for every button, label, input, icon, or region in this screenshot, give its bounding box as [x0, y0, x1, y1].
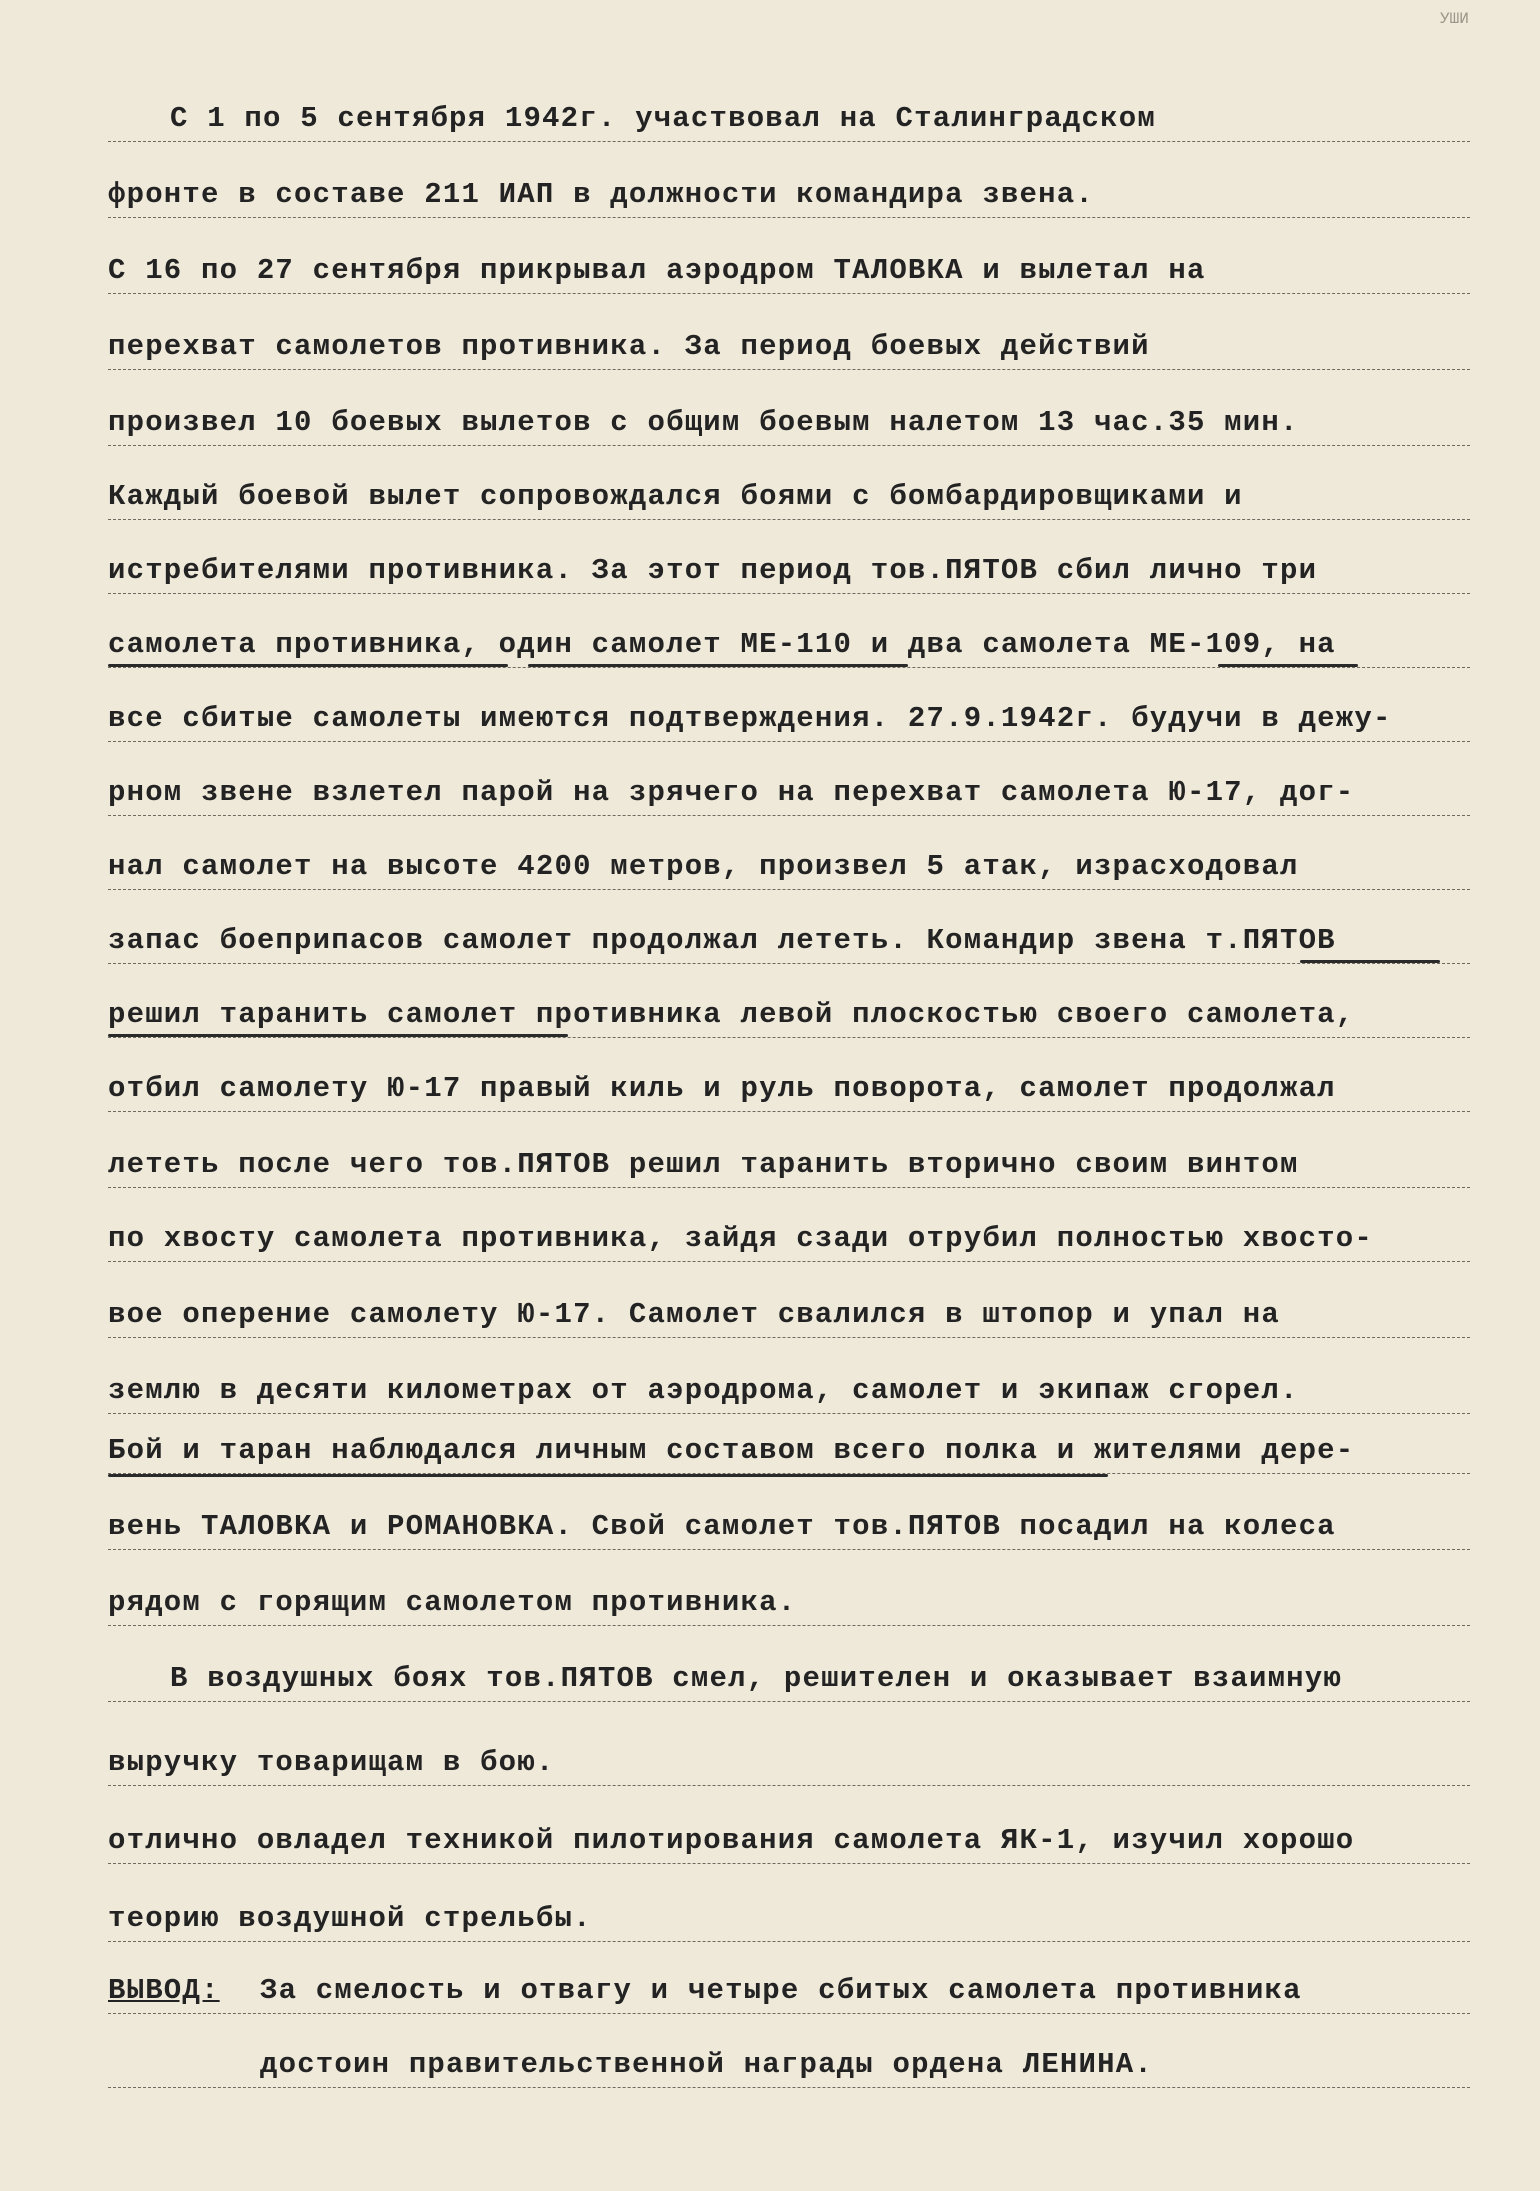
conclusion-label: ВЫВОД:	[108, 1974, 220, 2007]
text-line-25: теорию воздушной стрельбы.	[108, 1894, 1470, 1942]
text-line-9: все сбитые самолеты имеются подтверждения. 27.9.1942г. будучи в дежу-	[108, 694, 1470, 742]
text-line-6: Каждый боевой вылет сопровождался боями с бомбардировщиками и	[108, 472, 1470, 520]
corner-mark: УШИ	[1440, 10, 1469, 28]
text-line-22: В воздушных боях тов.ПЯТОВ смел, решителен и оказывает взаимную	[108, 1654, 1470, 1702]
text-line-18: землю в десяти километрах от аэродрома, самолет и экипаж сгорел.	[108, 1366, 1470, 1414]
pen-underline	[1218, 664, 1358, 667]
text-line-2: фронте в составе 211 ИАП в должности командира звена.	[108, 170, 1470, 218]
text-line-4: перехват самолетов противника. За период боевых действий	[108, 322, 1470, 370]
text-line-16: по хвосту самолета противника, зайдя сзади отрубил полностью хвосто-	[108, 1214, 1470, 1262]
pen-underline	[528, 664, 908, 667]
conclusion-line-1	[108, 1966, 1470, 2014]
text-line-3: С 16 по 27 сентября прикрывал аэродром ТАЛОВКА и вылетал на	[108, 246, 1470, 294]
text-line-23: выручку товарищам в бою.	[108, 1738, 1470, 1786]
text-line-1: С 1 по 5 сентября 1942г. участвовал на Сталинградском	[108, 94, 1470, 142]
text-line-13: решил таранить самолет противника левой плоскостью своего самолета,	[108, 990, 1470, 1038]
text-line-7: истребителями противника. За этот период тов.ПЯТОВ сбил лично три	[108, 546, 1470, 594]
pen-underline	[1300, 960, 1440, 963]
text-line-11: нал самолет на высоте 4200 метров, произвел 5 атак, израсходовал	[108, 842, 1470, 890]
text-line-8: самолета противника, один самолет МЕ-110 и два самолета МЕ-109, на	[108, 620, 1470, 668]
text-line-10: рном звене взлетел парой на зрячего на перехват самолета Ю-17, дог-	[108, 768, 1470, 816]
text-line-14: отбил самолету Ю-17 правый киль и руль поворота, самолет продолжал	[108, 1064, 1470, 1112]
text-line-17: вое оперение самолету Ю-17. Самолет свалился в штопор и упал на	[108, 1290, 1470, 1338]
text-line-24: отлично овладел техникой пилотирования самолета ЯК-1, изучил хорошо	[108, 1816, 1470, 1864]
text-line-20: вень ТАЛОВКА и РОМАНОВКА. Свой самолет тов.ПЯТОВ посадил на колеса	[108, 1502, 1470, 1550]
conclusion-text-2: достоин правительственной награды ордена ЛЕНИНА.	[260, 2048, 1153, 2081]
text-line-12: запас боеприпасов самолет продолжал лететь. Командир звена т.ПЯТОВ	[108, 916, 1470, 964]
text-line-5: произвел 10 боевых вылетов с общим боевым налетом 13 час.35 мин.	[108, 398, 1470, 446]
text-line-15: лететь после чего тов.ПЯТОВ решил таранить вторично своим винтом	[108, 1140, 1470, 1188]
conclusion-line-2	[108, 2040, 1470, 2088]
pen-underline	[108, 1034, 568, 1037]
text-line-19: Бой и таран наблюдался личным составом всего полка и жителями дере-	[108, 1426, 1470, 1474]
pen-underline	[108, 664, 508, 667]
pen-underline	[108, 1474, 1108, 1477]
text-line-21: рядом с горящим самолетом противника.	[108, 1578, 1470, 1626]
conclusion-text-1: За смелость и отвагу и четыре сбитых самолета противника	[260, 1974, 1302, 2007]
